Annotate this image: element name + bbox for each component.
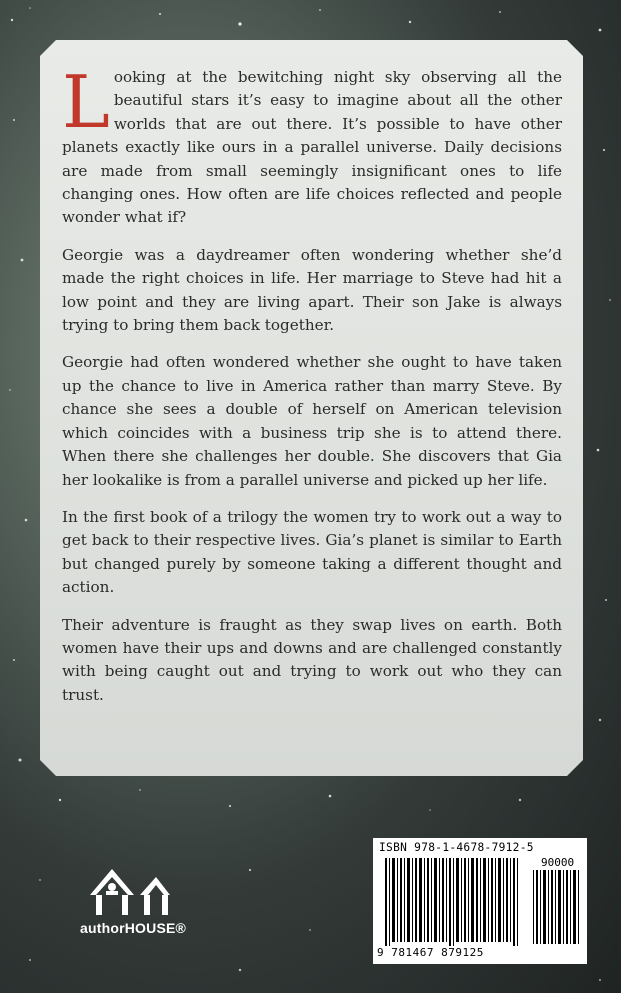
publisher-logo-text: authorHOUSE® xyxy=(80,920,187,936)
blurb-paragraph-5: Their adventure is fraught as they swap lives on earth. Both women have their ups and downs and are challenged constantly with being caught out and trying to work out who they can trust. xyxy=(62,615,562,704)
drop-cap-letter: L xyxy=(62,60,110,144)
blurb-paragraph-1 xyxy=(62,60,562,230)
paragraph-1-text: ooking at the bewitching night sky observing all the beautiful stars it’s easy to imagine about all the other worlds that are out there. It’s possible to have other planets exactly like ours in a parallel universe. Daily decisions are made from small seemingly insignificant ones to life changing ones. How often are life choices reflected and people wonder what if? xyxy=(62,68,562,227)
isbn-barcode xyxy=(373,838,587,964)
isbn-label: ISBN 978-1-4678-7912-5 xyxy=(379,841,534,854)
blurb-paragraph-4: In the first book of a trilogy the women try to work out a way to get back to their respective lives. Gia’s planet is similar to Earth but changed purely by someone taking a different thought and action. xyxy=(62,507,562,597)
barcode-addon-number: 90000 xyxy=(541,856,575,869)
back-cover-blurb xyxy=(62,60,562,721)
blurb-paragraph-2: Georgie was a daydreamer often wondering whether she’d made the right choices in life. Her marriage to Steve had hit a low point and they are living apart. Their son Jake is always trying to bring them back together. xyxy=(62,245,562,335)
blurb-paragraph-3: Georgie had often wondered whether she ought to have taken up the chance to live in America rather than marry Steve. By chance she sees a double of herself on American television which coincides with a business trip she is to attend there. When there she challenges her double. She discovers that Gia her lookalike is from a parallel universe and picked up her life. xyxy=(62,353,562,489)
barcode-digits: 9 781467 879125 xyxy=(377,946,484,959)
